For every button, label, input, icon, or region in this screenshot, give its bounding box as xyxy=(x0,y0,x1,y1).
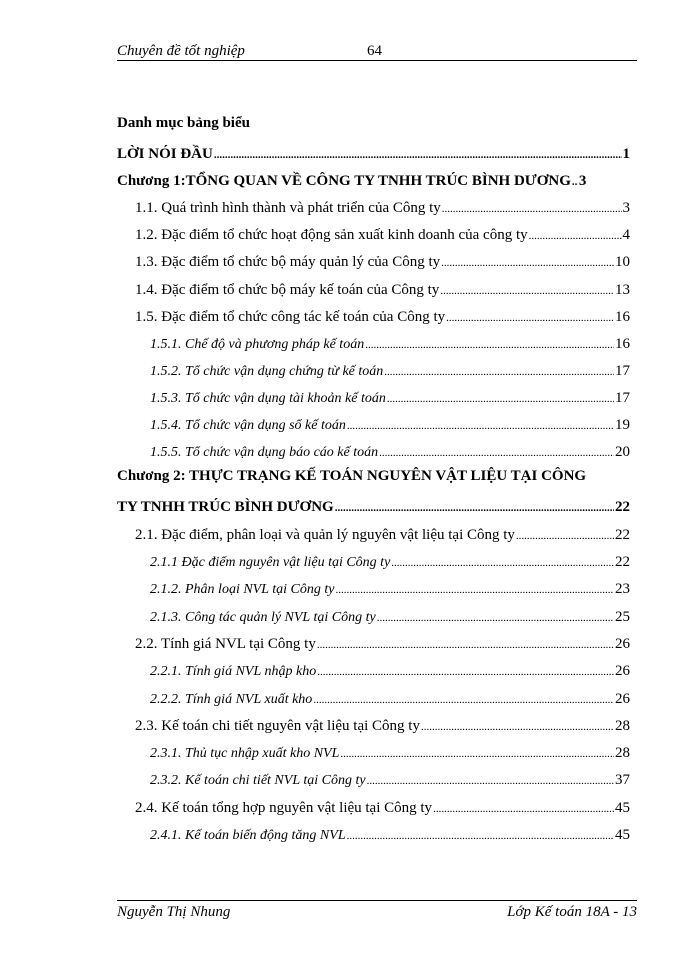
page-footer xyxy=(117,900,637,919)
toc-entry[interactable]: 1.4. Đặc điểm tổ chức bộ máy kế toán của Công ty ..... 13 xyxy=(135,278,630,302)
toc-entry[interactable]: 2.3.1. Thủ tục nhập xuất kho NVL ..... 28 xyxy=(150,741,630,765)
header-title: Chuyên đề tốt nghiệp xyxy=(117,43,245,59)
toc-entry[interactable]: 2.1. Đặc điểm, phân loại và quản lý nguyên vật liệu tại Công ty ..... 22 xyxy=(135,523,630,547)
toc-entry[interactable]: 2.1.2. Phân loại NVL tại Công ty ..... 23 xyxy=(150,577,630,601)
toc-entry[interactable]: 2.1.3. Công tác quản lý NVL tại Công ty ..... 25 xyxy=(150,605,630,629)
toc-entry[interactable]: 2.4. Kế toán tổng hợp nguyên vật liệu tại Công ty ..... 45 xyxy=(135,796,630,820)
toc-entry[interactable]: 2.1.1 Đặc điểm nguyên vật liệu tại Công ty ..... 22 xyxy=(150,550,630,574)
toc-entry[interactable]: 2.2.1. Tính giá NVL nhập kho ..... 26 xyxy=(150,659,630,683)
toc-entry[interactable]: 1.5.5. Tổ chức vận dụng báo cáo kế toán ..... 20 xyxy=(150,440,630,464)
toc-entry[interactable]: 1.5. Đặc điểm tổ chức công tác kế toán của Công ty ..... 16 xyxy=(135,305,630,329)
toc-title: Danh mục bảng biểu xyxy=(117,115,250,131)
toc-entry[interactable]: 1.2. Đặc điểm tổ chức hoạt động sản xuất kinh doanh của công ty ..... 4 xyxy=(135,223,630,247)
toc-entry[interactable]: LỜI NÓI ĐẦU ..... 1 xyxy=(117,142,630,166)
footer-class: Lớp Kế toán 18A - 13 xyxy=(507,904,637,920)
header-page-number: 64 xyxy=(367,43,382,59)
toc-entry[interactable]: 2.2.2. Tính giá NVL xuất kho ..... 26 xyxy=(150,687,630,711)
toc-entry[interactable]: 1.5.3. Tổ chức vận dụng tài khoản kế toán ..... 17 xyxy=(150,386,630,410)
toc-entry[interactable]: 1.5.2. Tổ chức vận dụng chứng từ kế toán ..... 17 xyxy=(150,359,630,383)
toc-entry[interactable]: 2.3. Kế toán chi tiết nguyên vật liệu tại Công ty ..... 28 xyxy=(135,714,630,738)
toc-entry[interactable]: 2.2. Tính giá NVL tại Công ty ..... 26 xyxy=(135,632,630,656)
toc-entry[interactable]: 1.1. Quá trình hình thành và phát triển của Công ty ..... 3 xyxy=(135,196,630,220)
footer-author: Nguyễn Thị Nhung xyxy=(117,904,231,920)
toc-entry[interactable]: Chương 1:TỔNG QUAN VỀ CÔNG TY TNHH TRÚC BÌNH DƯƠNG ..... 3 xyxy=(117,169,630,193)
toc-entry[interactable]: 2.3.2. Kế toán chi tiết NVL tại Công ty ..... 37 xyxy=(150,768,630,792)
toc-entry-line1: Chương 2: THỰC TRẠNG KẾ TOÁN NGUYÊN VẬT LIỆU TẠI CÔNG xyxy=(117,468,587,484)
toc-entry[interactable]: 1.5.4. Tổ chức vận dụng sổ kế toán ..... 19 xyxy=(150,413,630,437)
toc-entry[interactable]: 1.3. Đặc điểm tổ chức bộ máy quản lý của Công ty ..... 10 xyxy=(135,250,630,274)
toc-entry[interactable]: TY TNHH TRÚC BÌNH DƯƠNG ..... 22 xyxy=(117,495,630,519)
toc-entry[interactable]: 2.4.1. Kế toán biến động tăng NVL ..... 45 xyxy=(150,823,630,847)
toc-entry[interactable]: 1.5.1. Chế độ và phương pháp kế toán ..... 16 xyxy=(150,332,630,356)
